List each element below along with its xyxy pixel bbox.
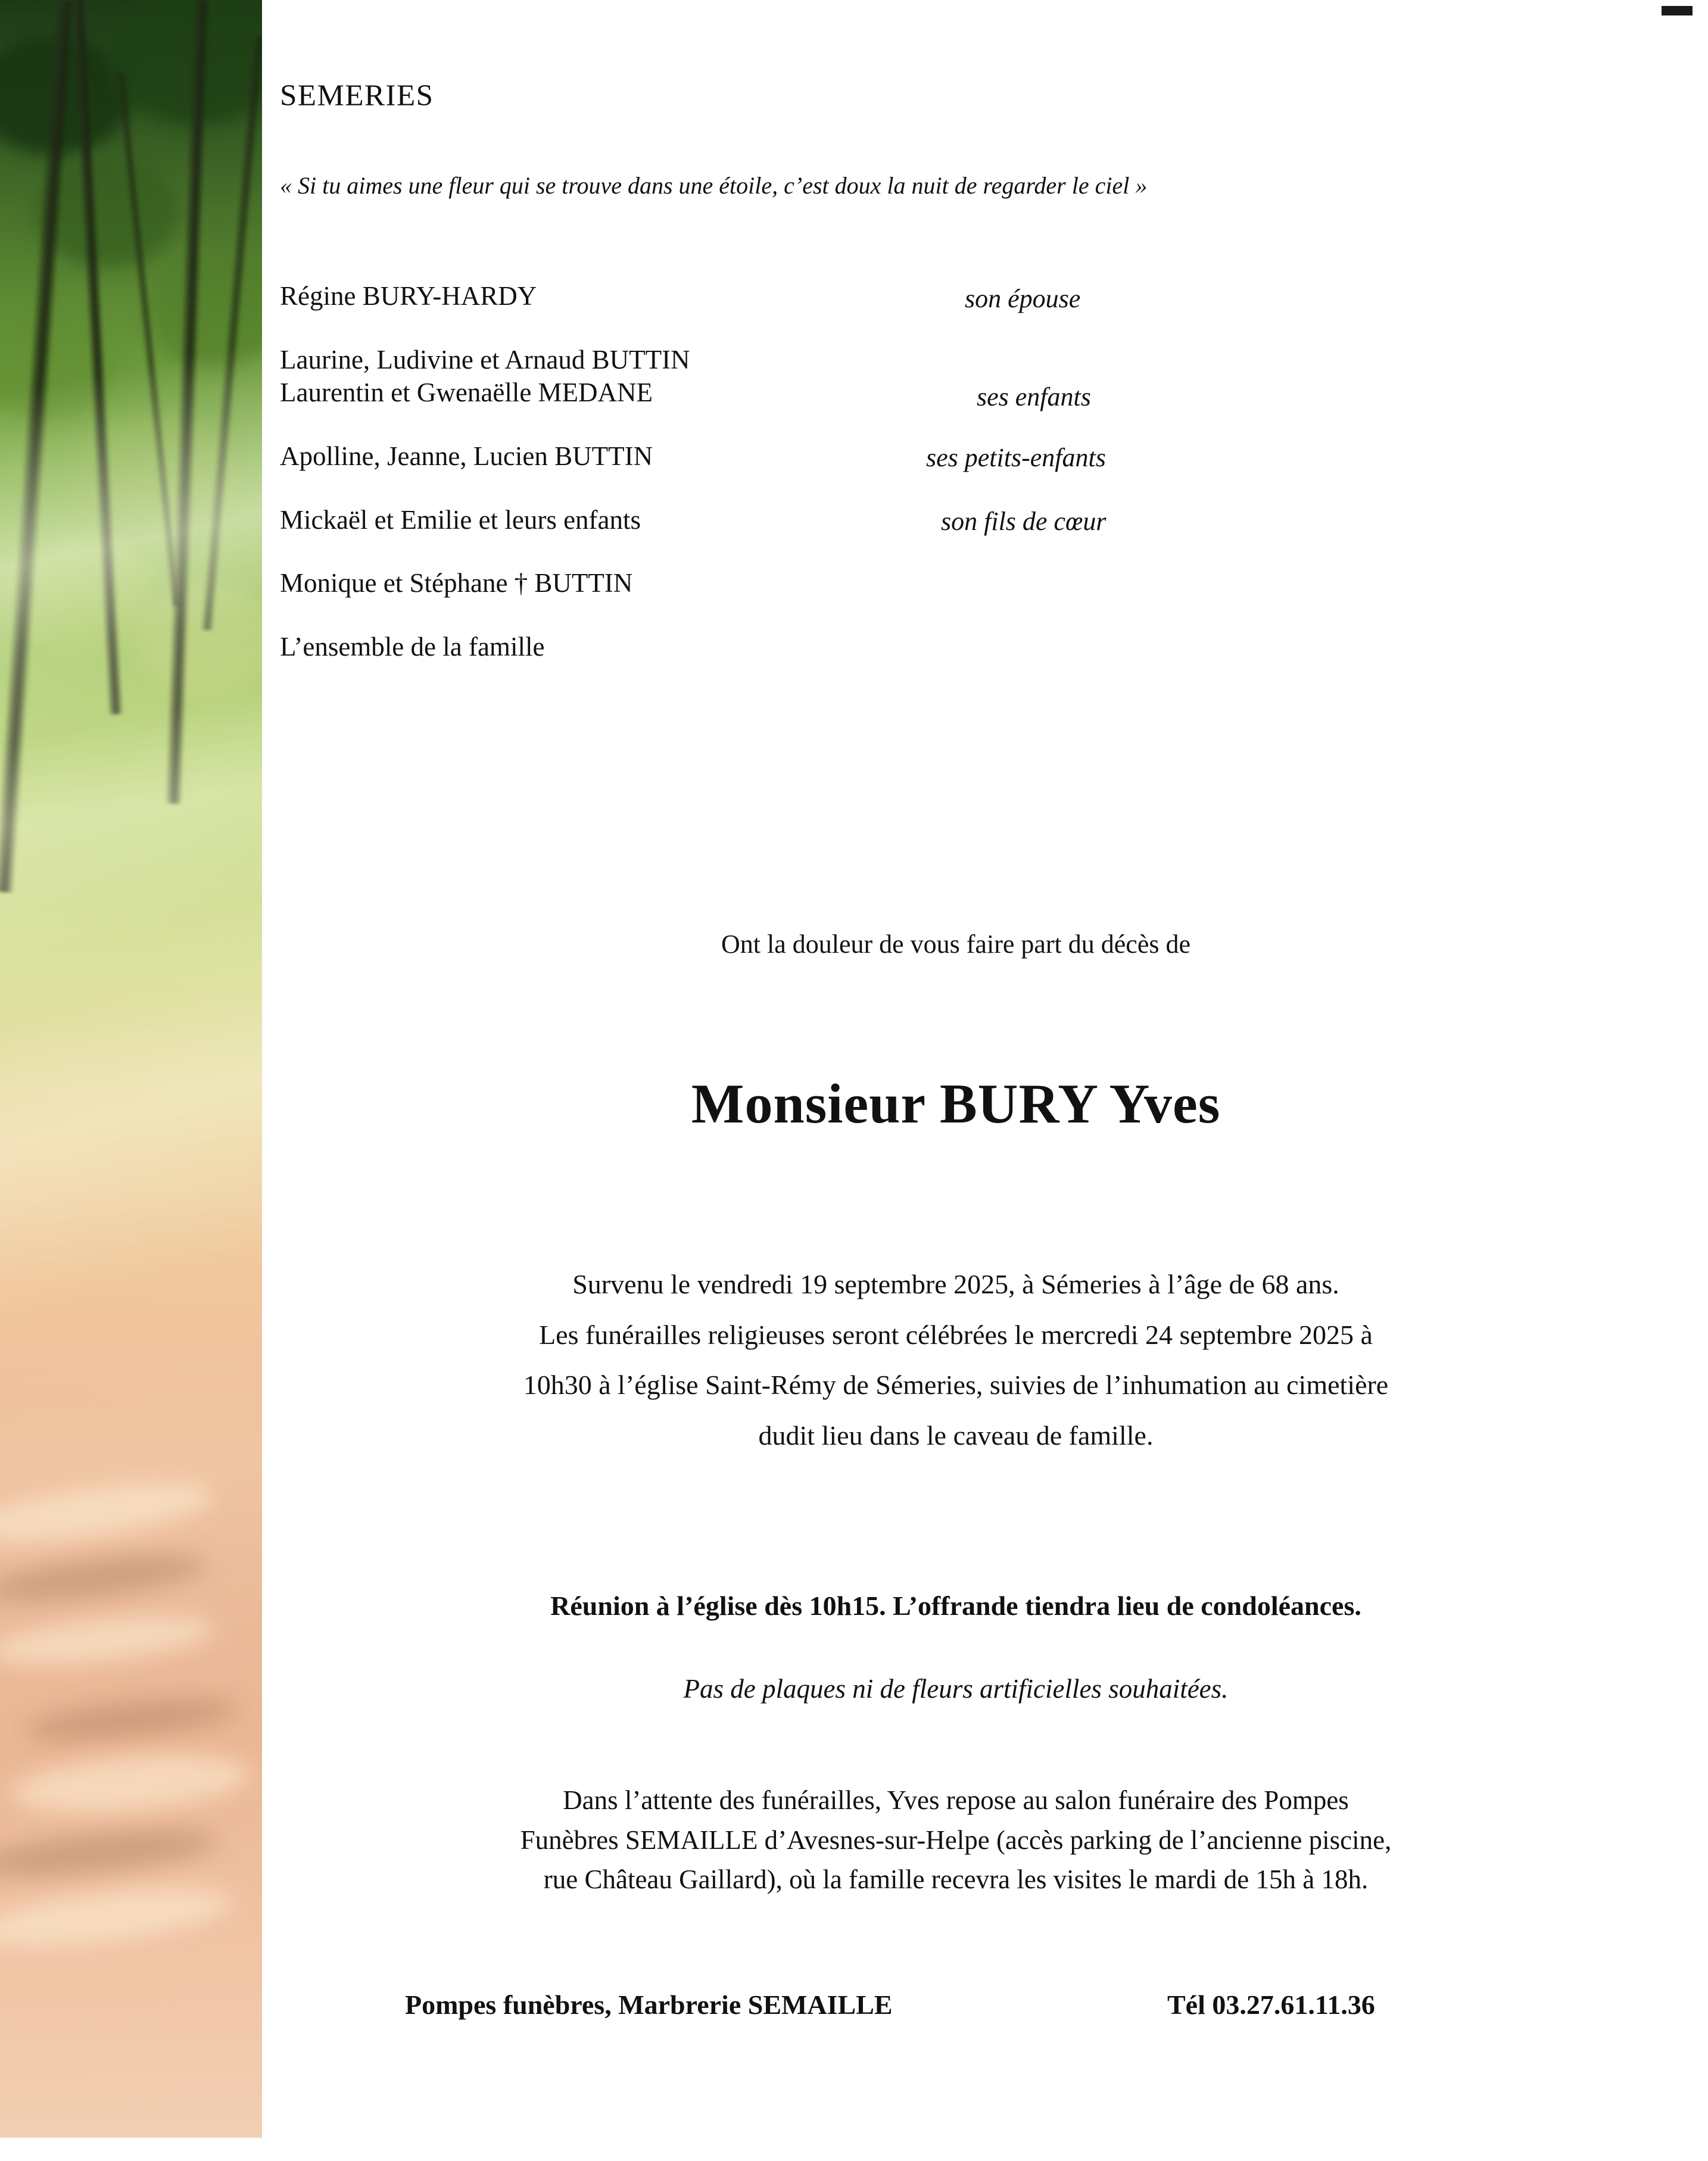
family-relation: ses enfants [977, 382, 1091, 411]
family-names: Apolline, Jeanne, Lucien BUTTIN [280, 441, 653, 471]
family-row [280, 280, 1632, 313]
visitation-details [280, 1780, 1632, 1900]
decorative-forest-photo [0, 0, 262, 2138]
family-list [280, 280, 1632, 694]
family-relation: ses petits-enfants [926, 442, 1106, 472]
gathering-notice: Réunion à l’église dès 10h15. L’offrande tiendra lieu de condoléances. [550, 1591, 1361, 1621]
family-names: Mickaël et Emilie et leurs enfants [280, 504, 641, 535]
family-relation: son épouse [965, 284, 1081, 313]
family-names [280, 344, 690, 409]
detail-line: Survenu le vendredi 19 septembre 2025, à Sémeries à l’âge de 68 ans. [572, 1269, 1339, 1299]
family-row [280, 631, 1632, 663]
detail-line: dudit lieu dans le caveau de famille. [758, 1420, 1154, 1451]
family-names: Régine BURY-HARDY [280, 281, 537, 311]
visitation-line: Funèbres SEMAILLE d’Avesnes-sur-Helpe (accès parking de l’ancienne piscine, [520, 1825, 1392, 1855]
flowers-notice: Pas de plaques ni de fleurs artificielles souhaitées. [683, 1674, 1229, 1704]
family-names-line2: Laurentin et Gwenaëlle MEDANE [280, 377, 653, 407]
family-row [280, 567, 1632, 600]
detail-line: 10h30 à l’église Saint-Rémy de Sémeries, suivies de l’inhumation au cimetière [523, 1370, 1389, 1401]
family-names: L’ensemble de la famille [280, 632, 545, 662]
announcement-line: Ont la douleur de vous faire part du décès de [721, 930, 1191, 959]
family-row [280, 440, 1632, 473]
visitation-line: rue Château Gaillard), où la famille recevra les visites le mardi de 15h à 18h. [543, 1864, 1369, 1895]
family-relation: son fils de cœur [941, 506, 1107, 536]
family-row [280, 504, 1632, 537]
visitation-line: Dans l’attente des funérailles, Yves repose au salon funéraire des Pompes [563, 1785, 1349, 1815]
funeral-home-phone: Tél 03.27.61.11.36 [1167, 1990, 1375, 2020]
family-names: Monique et Stéphane † BUTTIN [280, 568, 633, 598]
town-name: SEMERIES [280, 79, 434, 113]
deceased-name: Monsieur BURY Yves [691, 1073, 1221, 1135]
detail-line: Les funérailles religieuses seront célébrées le mercredi 24 septembre 2025 à [539, 1319, 1373, 1350]
family-names-line1: Laurine, Ludivine et Arnaud BUTTIN [280, 344, 690, 375]
memorial-quote: « Si tu aimes une fleur qui se trouve dans une étoile, c’est doux la nuit de regarder le ciel » [280, 172, 1148, 199]
service-details [280, 1262, 1632, 1464]
family-row [280, 344, 1632, 409]
obituary-content [262, 0, 1708, 2161]
funeral-home-name: Pompes funèbres, Marbrerie SEMAILLE [405, 1990, 893, 2020]
